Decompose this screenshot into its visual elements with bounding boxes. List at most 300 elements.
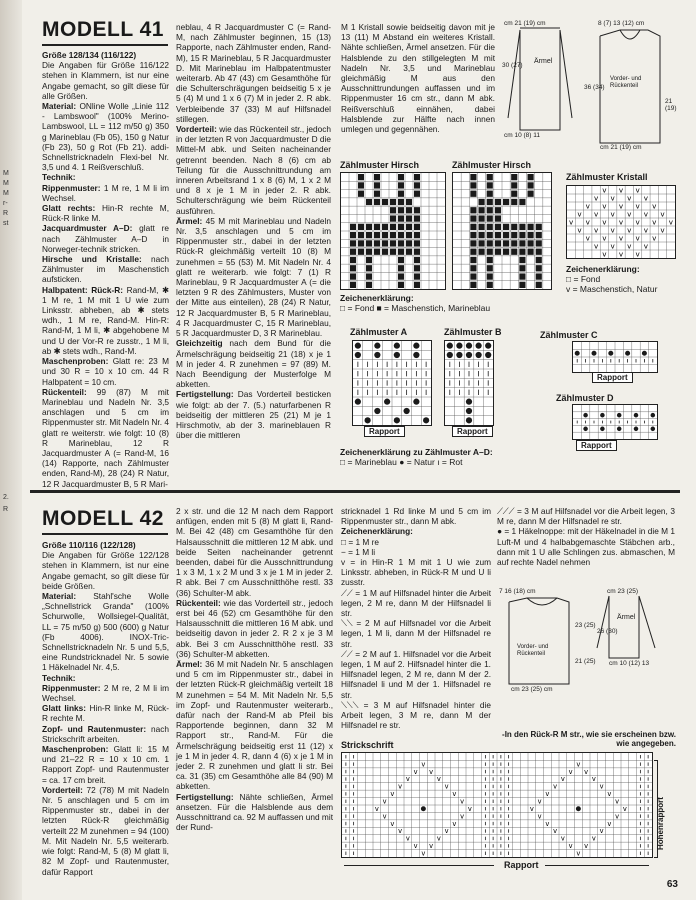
stitch-v: v [398, 782, 403, 791]
hoehenrapport-bracket [654, 760, 664, 856]
stitch-dot [413, 343, 419, 349]
stitch-v: v [593, 193, 599, 203]
stitch-dot [394, 417, 400, 423]
stitch-filled [487, 273, 493, 279]
paragraph [341, 618, 491, 649]
schema-dim: 36 (34) [584, 84, 605, 91]
paragraph-text: ⟋⟋ = 2 M auf 1. Hilfsnadel vor die Arbeit legen, 1 M auf 2. Hilfsnadel hinter die 1. Hilfsnadel legen, 2 M re, dann M der 2. Hilfsnadel li und M der 1. Hilfsnadel re str. [341, 648, 491, 700]
stitch-dot [600, 413, 605, 418]
stitch-filled [390, 207, 396, 213]
paragraph [176, 598, 333, 659]
stitch-filled [406, 249, 412, 255]
paragraph-heading: Halbpatent: Rück-R: [42, 284, 124, 295]
model-42-column-4 [497, 506, 675, 567]
stitch-v: v [545, 819, 550, 828]
stitch-filled [528, 191, 534, 197]
legend-kristall-2: v = Maschenstich, Natur [566, 284, 658, 294]
stitch-filled [487, 199, 493, 205]
stitch-filled [414, 191, 420, 197]
stitch-filled [358, 249, 364, 255]
stitch-dot [651, 427, 656, 432]
paragraph-text: v = in Hin-R 1 M mit 1 U wie zum Linksstr. abheben, in Rück-R M und U li zusstr. [341, 557, 491, 588]
stitch-filled [495, 215, 501, 221]
stitch-filled [511, 240, 517, 246]
paragraph [42, 591, 169, 673]
stitch-filled [519, 199, 525, 205]
rapport-arrow-right [545, 865, 649, 866]
stitch-dot [600, 427, 605, 432]
stitch-v: v [421, 849, 426, 857]
paragraph-heading: Ärmel: [176, 215, 203, 226]
paragraph [341, 649, 491, 700]
schema-armel: Ärmel [617, 614, 636, 621]
stitch-filled [366, 249, 372, 255]
stitch-v: v [652, 233, 657, 243]
stitch-v: v [618, 233, 624, 243]
stitch-dot [634, 427, 639, 432]
stitch-dot [355, 343, 361, 349]
stitch-filled [406, 232, 412, 238]
stitch-filled [414, 257, 420, 263]
stitch-filled [536, 265, 542, 271]
rapport-b: Rapport [452, 426, 493, 437]
stitch-v: v [599, 782, 604, 791]
stitch-dot [651, 413, 656, 418]
stitch-filled [350, 257, 356, 263]
stitch-v: v [584, 767, 589, 776]
paragraph-text: Die Angaben für Größe 122/128 stehen in Klammern, ist nur eine Angabe gemacht, so gilt diese für beide Größen. [42, 550, 169, 591]
stitch-v: v [652, 201, 657, 211]
paragraph [42, 254, 169, 285]
paragraph [42, 540, 169, 550]
stitch-filled [511, 249, 517, 255]
paragraph [42, 101, 169, 172]
stitch-filled [511, 182, 517, 188]
schema-dim: cm 10 (8) 11 [504, 132, 541, 139]
paragraph-heading: Rippenmuster: [42, 682, 101, 693]
stitch-filled [519, 224, 525, 230]
strickschrift-note: -In den Rück-R M str., wie sie erscheinen bzw. wie angegeben. [502, 730, 676, 748]
stitch-dot [576, 806, 581, 811]
stitch-dot [625, 351, 630, 356]
paragraph-heading: Zopf- und Rautenmuster: [42, 723, 147, 734]
stitch-v: v [398, 827, 403, 836]
stitch-filled [519, 273, 525, 279]
schema-dim: cm 23 (25) [607, 588, 639, 595]
stitch-filled [350, 249, 356, 255]
stitch-v: v [618, 201, 624, 211]
paragraph [42, 744, 169, 785]
stitch-filled [495, 249, 501, 255]
stitch-filled [350, 224, 356, 230]
stitch-filled [398, 199, 404, 205]
stitch-dot [413, 352, 419, 358]
stitch-filled [414, 240, 420, 246]
stitch-filled [414, 265, 420, 271]
stitch-filled [374, 199, 380, 205]
stitch-filled [528, 249, 534, 255]
model-42-schematic [497, 588, 681, 694]
stitch-filled [536, 249, 542, 255]
stitch-filled [398, 273, 404, 279]
stitch-filled [536, 282, 542, 288]
stitch-v: v [577, 209, 582, 219]
model-42-title: MODELL 42 [42, 507, 164, 530]
stitch-dot [384, 399, 390, 405]
stitch-v: v [553, 827, 558, 836]
stitch-dot [456, 352, 462, 358]
paragraph-text: − = 1 M li [341, 546, 376, 557]
stitch-filled [350, 232, 356, 238]
stitch-filled [358, 240, 364, 246]
stitch-filled [470, 232, 476, 238]
stitch-filled [511, 224, 517, 230]
stitch-filled [470, 265, 476, 271]
paragraph-heading: Gleichzeitig [176, 338, 223, 349]
schema-dim: 30 (27) [502, 62, 523, 69]
stitch-filled [519, 240, 525, 246]
stitch-v: v [615, 812, 620, 821]
schema-dim: cm 21 (19) cm [504, 20, 546, 27]
stitch-filled [398, 182, 404, 188]
stitch-filled [358, 224, 364, 230]
stitch-filled [398, 265, 404, 271]
paragraph-text: ⟋⟋ = 1 M auf Hilfsnadel hinter die Arbeit legen, 2 M re, dann M der Hilfsnadel li str. [341, 587, 491, 619]
paragraph-text: Das Vorderteil besticken wie folgt: ab der 7. (5.) naturfarbenen R beidseitig der mittleren 25 (21) M je 1 Hirschmotiv, ab der 3. marineblauen R über die mittleren [176, 389, 331, 441]
paragraph [176, 659, 333, 792]
chart-title-hirsch-2: Zählmuster Hirsch [452, 160, 532, 170]
chart-title-kristall: Zählmuster Kristall [566, 172, 648, 182]
stitch-v: v [618, 186, 624, 195]
hoehenrapport-label: Höhenrapport [656, 797, 665, 850]
paragraph [42, 223, 169, 254]
binding-gutter [0, 0, 22, 900]
stitch-v: v [618, 217, 624, 227]
stitch-filled [406, 224, 412, 230]
schema-dim: 8 (7) 13 (12) cm [598, 20, 645, 27]
stitch-filled [374, 249, 380, 255]
stitch-dot [617, 427, 622, 432]
stitch-v: v [569, 217, 574, 227]
stitch-dot [394, 343, 400, 349]
stitch-filled [390, 199, 396, 205]
chart-kristall [566, 185, 676, 259]
grid-svg [341, 173, 445, 289]
stitch-filled [495, 199, 501, 205]
stitch-dot [485, 352, 491, 358]
legend-hirsch: □ = Fond ■ = Maschenstich, Marineblau [340, 303, 491, 313]
paragraph [497, 526, 675, 567]
stitch-v: v [607, 819, 612, 828]
section-divider [30, 490, 680, 493]
paragraph-text: ⟍⟍ = 2 M auf Hilfsnadel vor die Arbeit legen, 1 M li, dann M der Hilfsnadel re str. [341, 618, 491, 649]
paragraph-text: nach dem Bund für die Ärmelschrägung beidseitig 21 (18) x je 1 M in jeder 4. R zunehmen = 97 (89) M. Nach Beendigung der Musterfolge M abketten. [176, 338, 331, 390]
chart-d [572, 404, 658, 440]
chart-title-d: Zählmuster D [556, 393, 614, 403]
stitch-filled [536, 224, 542, 230]
paragraph-text: Hin-R linke M, Rück-R rechte M. [42, 703, 170, 724]
stitch-filled [479, 240, 485, 246]
stitch-filled [528, 182, 534, 188]
paragraph-text: stricknadel 1 Rd linke M und 5 cm im Rippenmuster str., dann M abk. [341, 506, 491, 527]
stitch-v: v [576, 760, 581, 769]
stitch-dot [374, 352, 380, 358]
stitch-dot [592, 351, 597, 356]
stitch-v: v [413, 767, 418, 776]
paragraph [341, 537, 491, 547]
schema-vorder: Vorder- und Rückenteil [610, 76, 642, 89]
stitch-dot [447, 352, 453, 358]
stitch-dot [466, 352, 472, 358]
stitch-filled [487, 215, 493, 221]
paragraph-heading: Material: [42, 591, 77, 602]
stitch-v: v [576, 849, 581, 857]
stitch-filled [503, 199, 509, 205]
stitch-filled [519, 265, 525, 271]
legend-ad: □ = Marineblau ● = Natur ı = Rot [340, 457, 463, 467]
stitch-filled [366, 240, 372, 246]
grid-svg [453, 173, 551, 289]
stitch-filled [398, 257, 404, 263]
stitch-v: v [553, 782, 558, 791]
stitch-dot [355, 399, 361, 405]
stitch-filled [398, 215, 404, 221]
paragraph-text: Stahl'sche Wolle „Schnellstrick Granda" (100% Schurwolle, Wollsiegel-Qualität, LL = 75 m/50 g) 500 (600) g Natur (Fb 4006). INOX-Tric-Schnellstricknadeln Nr. 5 und 5,5, eine Rundstricknadel Nr. 5 sowie 1 Häkelnadel Nr. 4,5. [42, 591, 169, 673]
stitch-v: v [585, 201, 590, 211]
stitch-v: v [635, 249, 640, 258]
gutter-text: 2. [3, 494, 9, 501]
stitch-v: v [643, 193, 649, 203]
stitch-v: v [602, 201, 607, 211]
stitch-v: v [610, 225, 615, 235]
stitch-filled [470, 282, 476, 288]
stitch-filled [503, 249, 509, 255]
paragraph-heading: Technik: [42, 172, 76, 183]
stitch-filled [374, 174, 380, 180]
paragraph [341, 526, 491, 536]
paragraph [176, 124, 331, 216]
paragraph-text: ⟋⟋⟋ = 3 M auf Hilfsnadel vor die Arbeit legen, 3 M re, dann M der Hilfsnadel re str. [497, 506, 675, 527]
stitch-filled [479, 207, 485, 213]
stitch-filled [398, 232, 404, 238]
stitch-v: v [593, 209, 599, 219]
stitch-v: v [584, 842, 589, 851]
stitch-filled [470, 174, 476, 180]
stitch-v: v [635, 233, 640, 243]
paragraph-text: Die Angaben für Größe 116/122 stehen in Klammern, ist nur eine Angabe gemacht, so gilt diese für alle Größen. [42, 60, 169, 101]
stitch-v: v [627, 209, 632, 219]
paragraph [176, 22, 331, 124]
stitch-dot [475, 343, 481, 349]
legend-ad-title: Zeichenerklärung zu Zählmuster A–D: [340, 447, 493, 457]
stitch-dot [575, 351, 580, 356]
stitch-filled [470, 215, 476, 221]
stitch-v: v [444, 782, 449, 791]
model-42-column-3 [341, 506, 491, 730]
schema-dim: 21 (19) [665, 98, 677, 112]
stitch-v: v [436, 834, 441, 843]
page-number: 63 [666, 879, 678, 890]
stitch-v: v [382, 812, 387, 821]
stitch-v: v [602, 186, 607, 195]
paragraph [42, 683, 169, 703]
stitch-filled [536, 273, 542, 279]
paragraph-heading: Maschenproben: [42, 356, 109, 367]
stitch-filled [470, 191, 476, 197]
stitch-filled [503, 224, 509, 230]
stitch-filled [390, 215, 396, 221]
stitch-filled [511, 191, 517, 197]
paragraph [176, 389, 331, 440]
stitch-dot [421, 806, 426, 811]
paragraph-text: Nähte schließen, Ärmel ansetzen. Für die Halsblende aus dem Ausschnittrand ca. 92 M auffassen und mit der Rund- [176, 791, 333, 833]
stitch-filled [470, 249, 476, 255]
stitch-filled [519, 232, 525, 238]
stitch-filled [487, 207, 493, 213]
stitch-filled [495, 207, 501, 213]
stitch-v: v [591, 775, 596, 784]
stitch-filled [382, 224, 388, 230]
stitch-v: v [390, 790, 395, 799]
stitch-v: v [405, 775, 410, 784]
stitch-v: v [643, 241, 649, 251]
stitch-dot [475, 352, 481, 358]
chart-a [352, 340, 432, 426]
paragraph-heading: Rückenteil: [42, 386, 87, 397]
model-42-column-2 [176, 506, 333, 833]
stitch-filled [487, 232, 493, 238]
stitch-filled [487, 191, 493, 197]
schema-dim: cm 10 (12) 13 [609, 660, 650, 667]
paragraph-text: M 1 Kristall sowie beidseitig davon mit je 13 (11) M Abstand ein weiteres Kristall. Nähte schließen, Ärmel ansetzen. Für die Halsblende zu den stillgelegten M mit Nadeln Nr. 3,5 und Marineblau gleichmäßig M aus den Ausschnittrundungen auffassen und im Rippenmuster 16 cm str., dann M abk. Reißverschluß einnähen, dabei Halsblende zur Hälfte nach innen umlegen und gegennähen. [341, 22, 495, 135]
stitch-filled [511, 232, 517, 238]
stitch-v: v [460, 797, 465, 806]
stitch-filled [390, 249, 396, 255]
chart-hirsch-1 [340, 172, 446, 290]
stitch-v: v [585, 217, 590, 227]
schema-armel: Ärmel [534, 58, 553, 65]
paragraph [42, 203, 169, 223]
stitch-filled [382, 249, 388, 255]
stitch-filled [358, 174, 364, 180]
gutter-text: r- [3, 200, 8, 207]
stitch-filled [519, 257, 525, 263]
paragraph-heading: Vorderteil: [176, 124, 217, 135]
paragraph [176, 216, 331, 338]
stitch-v: v [529, 804, 534, 813]
paragraph-heading: Hirsche und Kristalle: [42, 254, 142, 265]
stitch-dot [466, 408, 472, 414]
paragraph-heading: Fertigstellung: [176, 389, 234, 400]
stitch-dot [466, 399, 472, 405]
stitch-filled [487, 265, 493, 271]
paragraph-text: 99 (87) M mit Marineblau und Nadeln Nr. 3,5 anschlagen und 5 cm im Rippenmuster str. Mit Nadeln Nr. 4 glatt re weiterstr. wie folgt: 10 (8) R Marineblau, 12 R Jacquardmuster A (= Rand-M, 16 (14) Rapporte, nach Zählmuster enden, Rand-M), 28 (24) R Natur, 12 R Jacquardmuster B, 5 R Mari- [42, 386, 169, 489]
stitch-dot [642, 351, 647, 356]
stitch-dot [634, 413, 639, 418]
rapport-strickschrift: Rapport [504, 860, 539, 870]
chart-b [444, 340, 494, 426]
stitch-filled [495, 240, 501, 246]
stitch-v: v [405, 834, 410, 843]
grid-svg [573, 405, 657, 439]
paragraph-text: ONline Wolle „Linie 112 - Lambswool" (100% Merino-Lambswool, LL = 112 m/50 g) 350 g Marineblau (Fb 05), 150 g Natur (Fb 23), 50 g Rot (Fb 21). addi-Schnellstricknadeln Flexi-bel Nr. 3,5 und 4. 1 Reißverschluß. [42, 101, 169, 173]
paragraph [497, 506, 675, 526]
paragraph-text: 1 M re, 1 M li im Wechsel. [42, 182, 169, 203]
grid-svg [573, 342, 657, 372]
stitch-v: v [452, 790, 457, 799]
paragraph [341, 22, 495, 134]
stitch-filled [374, 240, 380, 246]
stitch-filled [366, 257, 372, 263]
stitch-filled [398, 249, 404, 255]
stitch-dot [423, 417, 429, 423]
model-41-column-2 [176, 22, 331, 440]
paragraph-text: □ = 1 M re [341, 536, 379, 547]
stitch-v: v [460, 812, 465, 821]
stitch-filled [382, 199, 388, 205]
stitch-dot [466, 343, 472, 349]
stitch-filled [470, 224, 476, 230]
stitch-filled [414, 215, 420, 221]
stitch-v: v [568, 767, 573, 776]
paragraph [42, 50, 169, 60]
stitch-filled [519, 282, 525, 288]
paragraph-heading: Material: [42, 101, 77, 112]
model-42-column-1 [42, 540, 169, 877]
stitch-v: v [593, 225, 599, 235]
stitch-filled [487, 182, 493, 188]
stitch-dot [447, 343, 453, 349]
paragraph-heading: Größe 110/116 (122/128) [42, 540, 136, 550]
stitch-v: v [660, 209, 665, 219]
chart-title-b: Zählmuster B [444, 327, 502, 337]
stitch-filled [528, 232, 534, 238]
paragraph-text: 72 (78) M mit Nadeln Nr. 5 anschlagen und 5 cm im Rippenmuster str., dabei in der letzten Rück-R gleichmäßig verteilt 22 M zunehmen = 94 (100) M. Mit Nadeln Nr. 5,5 weiterarb. wie folgt: Rand-M, 5 (8) M glatt li, 82 M Zopf- und Rautenmuster, dafür Rapport [42, 784, 169, 877]
stitch-v: v [560, 775, 565, 784]
title-underline [42, 44, 168, 46]
paragraph-heading: Glatt rechts: [42, 203, 96, 214]
stitch-filled [503, 240, 509, 246]
stitch-v: v [622, 804, 627, 813]
stitch-v: v [602, 217, 607, 227]
paragraph-text: 36 M mit Nadeln Nr. 5 anschlagen und 5 cm im Rippenmuster str., dabei in der letzten Rück-R gleichmäßig verteilt 18 M zunehmen = 54 M. Mit Nadeln Nr. 5,5 im Zopf- und Rautenmuster weiterarb., dafür nach der Rand-M ab Pfeil bis Rapportende beginnen, dann 32 M Rapport str., Rand-M. Für die Ärmelschrägung beidseitig erst 11 (12) x je 1 M in jeder 4. R, dann 4 (6) x je 1 M in jeder 2. R zunehmen und glatt li str. Bei ca. 31 (35) cm Gesamthöhe alle 84 (90) M abketten. [176, 659, 333, 792]
paragraph [42, 724, 169, 744]
stitch-filled [487, 224, 493, 230]
stitch-v: v [652, 217, 657, 227]
paragraph-heading: Fertigstellung: [176, 791, 234, 802]
stitch-filled [470, 257, 476, 263]
stitch-filled [358, 182, 364, 188]
stitch-v: v [467, 804, 472, 813]
stitch-filled [414, 232, 420, 238]
stitch-v: v [599, 827, 604, 836]
rapport-arrow-left [344, 865, 494, 866]
stitch-v: v [610, 241, 615, 251]
stitch-filled [479, 249, 485, 255]
stitch-filled [366, 232, 372, 238]
stitch-v: v [668, 217, 673, 227]
stitch-v: v [429, 842, 434, 851]
stitch-filled [398, 191, 404, 197]
stitch-filled [366, 282, 372, 288]
rapport-c: Rapport [592, 372, 633, 383]
paragraph [42, 785, 169, 877]
model-41-column-1 [42, 50, 169, 489]
paragraph [42, 60, 169, 101]
chart-strickschrift [341, 752, 653, 858]
stitch-v: v [593, 241, 599, 251]
gutter-text: M [3, 180, 9, 187]
